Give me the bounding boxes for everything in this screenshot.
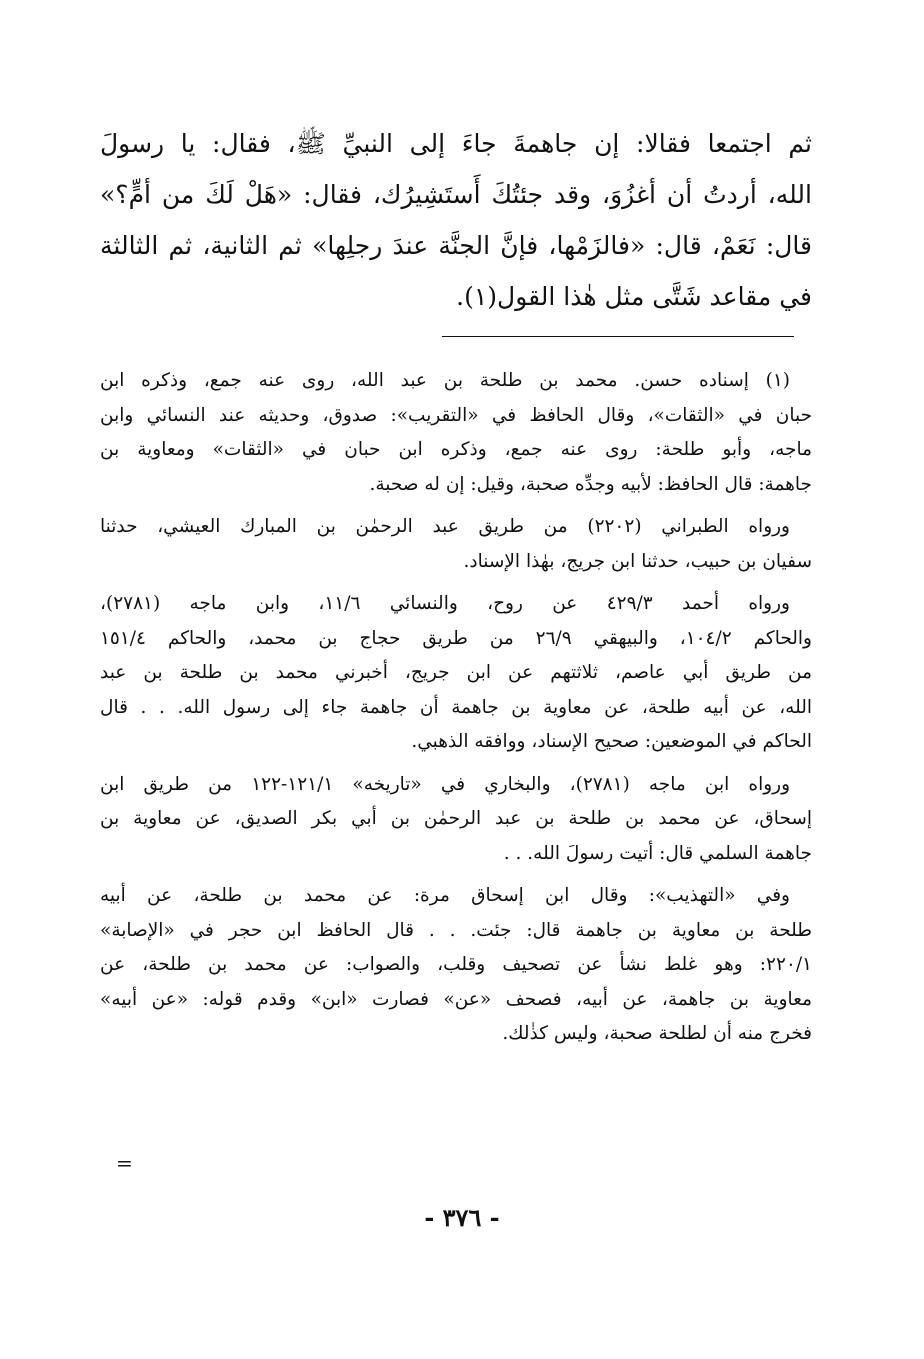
footnote-line: الله، عن أبيه طلحة، عن معاوية بن جاهمة أن جاهمة جاء إلى رسول الله. . . قال	[100, 696, 812, 718]
footnote-line: فخرج منه أن لطلحة صحبة، وليس كذٰلك.	[502, 1023, 812, 1044]
footnote-line: والحاكم ١٠٤/٢، والبيهقي ٢٦/٩ من طريق حجاج بن محمد، والحاكم ١٥١/٤	[100, 627, 812, 649]
footnote-line: ماجه، وأبو طلحة: روى عنه جمع، وذكره ابن حبان في «الثقات» ومعاوية بن	[100, 439, 812, 460]
footnote-line: ورواه الطبراني (٢٢٠٢) من طريق عبد الرحمٰن بن المبارك العيشي، حدثنا	[100, 516, 790, 537]
main-text-line: ثم اجتمعا فقالا: إن جاهمةَ جاءَ إلى النبيِّ ﷺ، فقال: يا رسولَ	[100, 129, 812, 158]
footnote-line: ٢٢٠/١: وهو غلط نشأ عن تصحيف وقلب، والصواب: عن محمد بن طلحة، عن	[100, 954, 812, 975]
main-text-line: الله، أردتُ أن أغزُوَ، وقد جئتُكَ أَستَشِيرُك، فقال: «هَلْ لَكَ من أمٍّ؟»	[100, 180, 812, 209]
footnotes-block	[100, 364, 812, 1060]
footnote-paragraph	[100, 364, 812, 502]
main-text-line: قال: نَعَمْ، قال: «فالزَمْها، فإنَّ الجنَّة عندَ رجلِها» ثم الثانية، ثم الثالثة	[100, 231, 812, 260]
footnote-paragraph	[100, 510, 812, 579]
footnote-line: سفيان بن حبيب، حدثنا ابن جريج، بهٰذا الإسناد.	[463, 550, 812, 572]
footnote-line: (١) إسناده حسن. محمد بن طلحة بن عبد الله، روى عنه جمع، وذكره ابن	[100, 370, 790, 391]
footnote-line: إسحاق، عن محمد بن طلحة بن عبد الرحمٰن بن أبي بكر الصديق، عن معاوية بن	[100, 808, 812, 829]
footnote-line: طلحة بن معاوية بن جاهمة قال: جئت. . . قال الحافظ ابن حجر في «الإصابة»	[100, 919, 812, 941]
footnote-line: ورواه أحمد ٤٢٩/٣ عن روح، والنسائي ١١/٦، وابن ماجه (٢٧٨١)،	[100, 593, 790, 614]
main-text	[100, 118, 812, 322]
footnote-separator-rule	[442, 336, 794, 337]
footnote-line: حبان في «الثقات»، وقال الحافظ في «التقريب»: صدوق، وحديثه عند النسائي وابن	[100, 404, 812, 426]
footnote-paragraph	[100, 879, 812, 1052]
footnote-line: وفي «التهذيب»: وقال ابن إسحاق مرة: عن محمد بن طلحة، عن أبيه	[100, 885, 790, 906]
footnote-line: جاهمة السلمي قال: أتيت رسولَ الله. . .	[503, 842, 812, 864]
page-number: - ٣٧٦ -	[424, 1203, 500, 1232]
footnote-line: معاوية بن جاهمة، عن أبيه، فصحف «عن» فصارت «ابن» وقدم قوله: «عن أبيه»	[100, 988, 812, 1010]
footnote-line: الحاكم في الموضعين: صحيح الإسناد، ووافقه الذهبي.	[411, 731, 812, 752]
main-text-block	[100, 118, 812, 322]
footnote-line: من طريق أبي عاصم، ثلاثتهم عن ابن جريج، أخبرني محمد بن طلحة بن عبد	[100, 662, 812, 683]
footnote-line: جاهمة: قال الحافظ: لأبيه وجدِّه صحبة، وقيل: إن له صحبة.	[369, 473, 812, 495]
footnote-paragraph	[100, 768, 812, 872]
footnote-paragraph	[100, 587, 812, 760]
continuation-mark: =	[116, 1151, 133, 1175]
footnote-line: ورواه ابن ماجه (٢٧٨١)، والبخاري في «تاريخه» ١٢١/١-١٢٢ من طريق ابن	[100, 773, 791, 795]
main-text-line: في مقاعد شَتَّى مثل هٰذا القول(١).	[456, 282, 812, 311]
